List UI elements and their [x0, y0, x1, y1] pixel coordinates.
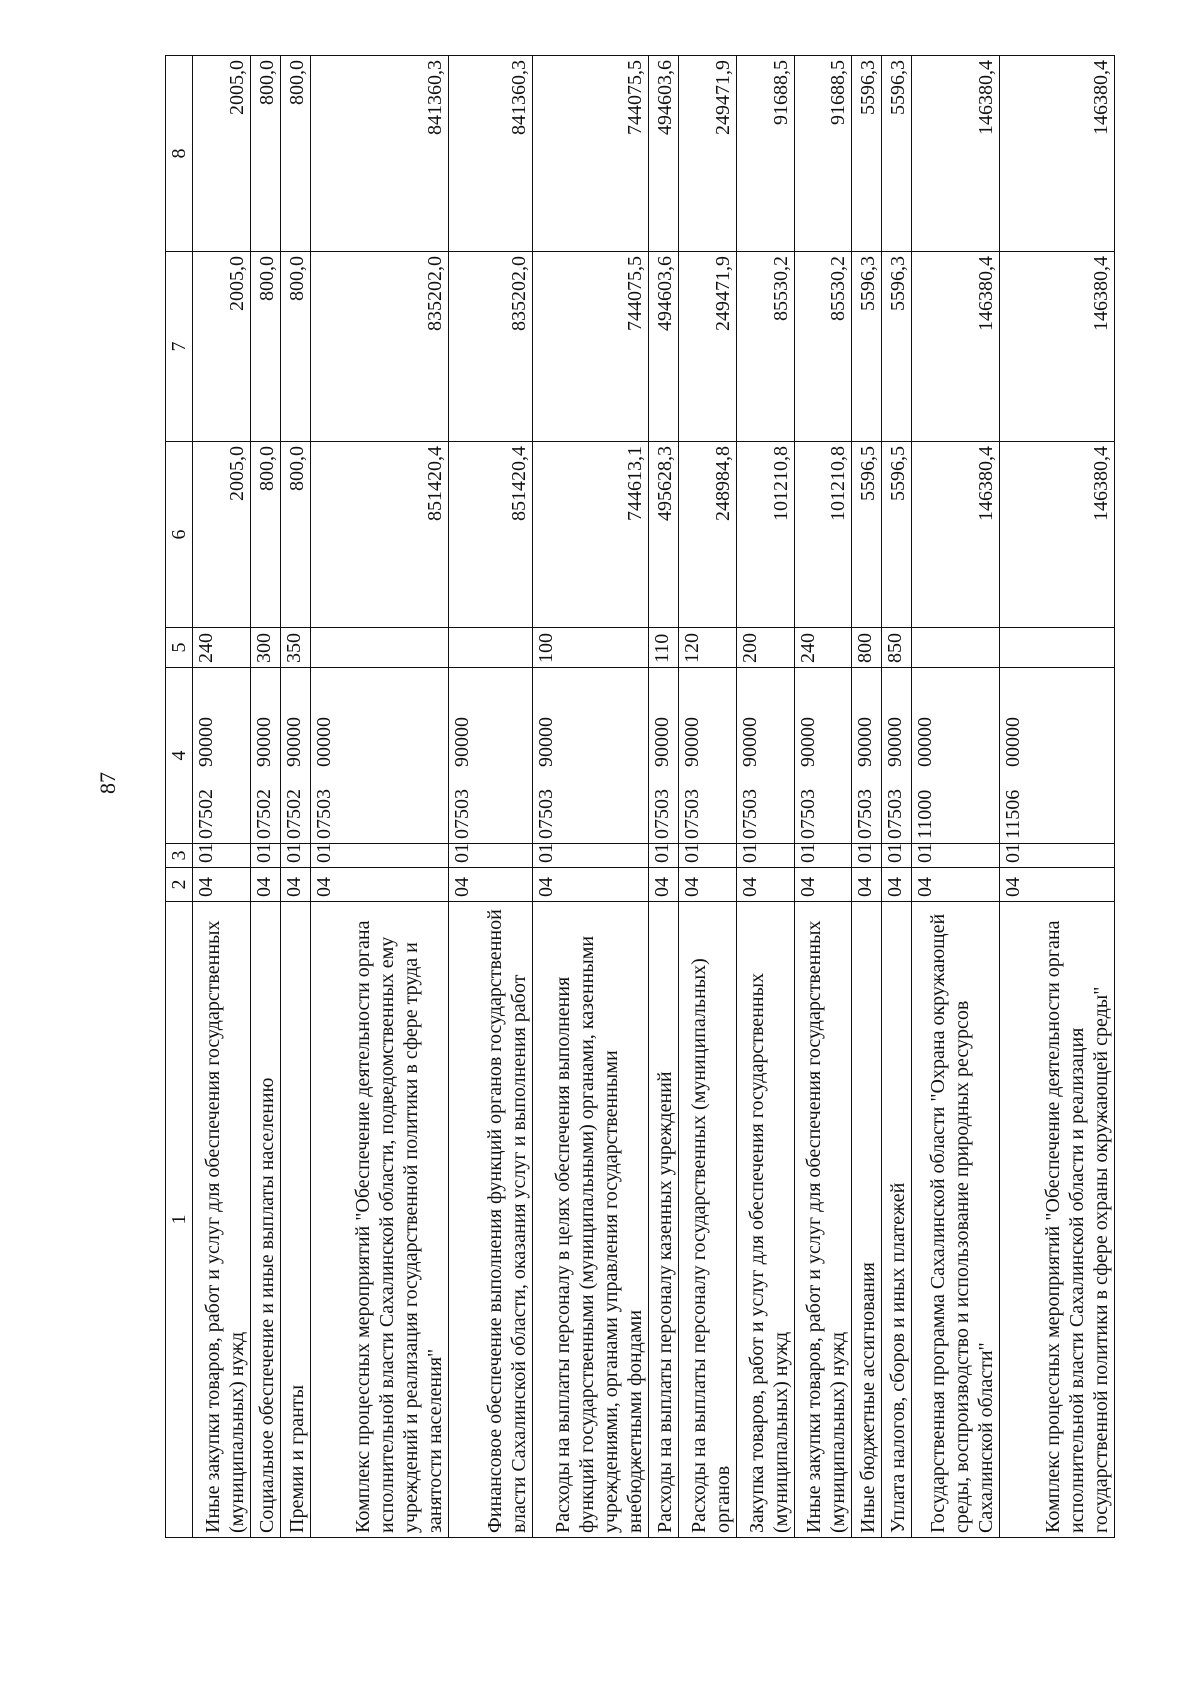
row-name: Иные бюджетные ассигнования	[852, 902, 882, 1538]
row-code-3: 01	[736, 844, 794, 868]
row-code-3: 01	[852, 844, 882, 868]
row-value-8: 800,0	[250, 56, 280, 252]
row-value-6: 5596,5	[852, 442, 882, 628]
row-code-2: 04	[533, 868, 649, 902]
row-name: Расходы на выплаты персоналу казенных учреждений	[648, 902, 678, 1538]
row-name: Расходы на выплаты персоналу государственных (муниципальных) органов	[678, 902, 736, 1538]
row-code-4	[736, 668, 794, 844]
row-code-4b: 00000	[914, 717, 937, 767]
col-header-1: 1	[166, 902, 193, 1538]
row-name: Государственная программа Сахалинской области "Охрана окружающей среды, воспроизводство и использование природных ресурсов Сахалинской области"	[912, 902, 1000, 1538]
row-code-3: 01	[280, 844, 310, 868]
row-code-5	[448, 628, 533, 668]
row-code-5: 200	[736, 628, 794, 668]
budget-table	[165, 55, 1115, 1538]
row-name: Премии и гранты	[280, 902, 310, 1538]
row-code-4a: 07503	[535, 789, 558, 839]
row-code-4a: 07502	[252, 789, 275, 839]
row-value-8: 249471,9	[678, 56, 736, 252]
row-code-4a: 07503	[680, 789, 703, 839]
table-row	[882, 56, 912, 1538]
col-header-7: 7	[166, 252, 193, 442]
row-code-4b: 90000	[884, 717, 907, 767]
row-code-4a: 07503	[796, 789, 819, 839]
row-code-3: 01	[448, 844, 533, 868]
row-value-6: 744613,1	[533, 442, 649, 628]
row-code-2: 04	[678, 868, 736, 902]
row-value-8: 5596,3	[882, 56, 912, 252]
row-value-6: 5596,5	[882, 442, 912, 628]
row-code-5: 240	[794, 628, 852, 668]
row-value-7: 85530,2	[794, 252, 852, 442]
row-value-7: 800,0	[280, 252, 310, 442]
row-value-8: 2005,0	[193, 56, 251, 252]
table-row	[310, 56, 448, 1538]
row-value-6: 495628,3	[648, 442, 678, 628]
row-value-7: 5596,3	[852, 252, 882, 442]
rotated-table-container	[165, 56, 1115, 1538]
row-code-4	[648, 668, 678, 844]
row-code-3: 01	[912, 844, 1000, 868]
row-value-8: 841360,3	[310, 56, 448, 252]
row-code-4	[448, 668, 533, 844]
table-row	[533, 56, 649, 1538]
row-code-4a: 07502	[195, 789, 217, 839]
row-value-7: 835202,0	[310, 252, 448, 442]
row-code-5	[1000, 628, 1115, 668]
row-value-6: 146380,4	[1000, 442, 1115, 628]
row-code-4a: 07503	[738, 789, 761, 839]
row-value-7: 800,0	[250, 252, 280, 442]
row-code-5: 120	[678, 628, 736, 668]
row-code-5	[912, 628, 1000, 668]
row-name: Комплекс процессных мероприятий "Обеспечение деятельности органа исполнительной власти Сахалинской области, подведомственных ему учреждений и реализация государственной политики в сфере труда и занятости населения"	[310, 902, 448, 1538]
row-value-8: 800,0	[280, 56, 310, 252]
row-value-7: 835202,0	[448, 252, 533, 442]
row-value-6: 248984,8	[678, 442, 736, 628]
row-code-5: 110	[648, 628, 678, 668]
header-row	[166, 56, 193, 1538]
row-code-4	[533, 668, 649, 844]
row-code-4b: 90000	[535, 717, 558, 767]
row-code-4b: 90000	[680, 717, 703, 767]
row-code-4a: 07502	[282, 789, 305, 839]
row-code-3: 01	[250, 844, 280, 868]
row-code-4a: 07503	[450, 789, 473, 839]
col-header-2: 2	[166, 868, 193, 902]
table-row	[648, 56, 678, 1538]
row-code-4b: 90000	[854, 717, 877, 767]
row-code-4b: 90000	[796, 717, 819, 767]
row-name: Иные закупки товаров, работ и услуг для обеспечения государственных (муниципальных) нужд	[193, 902, 251, 1538]
row-code-4	[250, 668, 280, 844]
row-code-5: 100	[533, 628, 649, 668]
row-code-3: 01	[1000, 844, 1115, 868]
row-value-6: 101210,8	[794, 442, 852, 628]
row-value-7: 5596,3	[882, 252, 912, 442]
row-code-4b: 90000	[252, 717, 275, 767]
col-header-8: 8	[166, 56, 193, 252]
row-code-2: 04	[912, 868, 1000, 902]
row-code-5: 350	[280, 628, 310, 668]
row-value-6: 101210,8	[736, 442, 794, 628]
row-code-4	[678, 668, 736, 844]
row-code-4	[193, 668, 251, 844]
row-code-2: 04	[882, 868, 912, 902]
row-code-3: 01	[193, 844, 251, 868]
row-code-4	[1000, 668, 1115, 844]
col-header-3: 3	[166, 844, 193, 868]
row-code-4a: 07503	[854, 789, 877, 839]
row-code-4	[852, 668, 882, 844]
row-code-4b: 90000	[450, 717, 473, 767]
table-row	[280, 56, 310, 1538]
row-code-2: 04	[193, 868, 251, 902]
row-code-5: 850	[882, 628, 912, 668]
row-name: Расходы на выплаты персоналу в целях обеспечения выполнения функций государственными (муниципальными) органами, казенными учреждениями, органами управления государственными внебюджетными фондами	[533, 902, 649, 1538]
row-value-8: 91688,5	[736, 56, 794, 252]
row-value-6: 2005,0	[193, 442, 251, 628]
row-code-4	[882, 668, 912, 844]
row-code-4a: 11506	[1002, 789, 1025, 839]
row-value-8: 91688,5	[794, 56, 852, 252]
row-code-5: 800	[852, 628, 882, 668]
row-value-7: 85530,2	[736, 252, 794, 442]
row-code-4a: 07503	[884, 789, 907, 839]
row-value-6: 800,0	[250, 442, 280, 628]
row-code-4b: 00000	[1002, 717, 1025, 767]
row-name: Закупка товаров, работ и услуг для обеспечения государственных (муниципальных) нужд	[736, 902, 794, 1538]
row-value-8: 146380,4	[1000, 56, 1115, 252]
row-code-4b: 90000	[282, 717, 305, 767]
row-name: Социальное обеспечение и иные выплаты населению	[250, 902, 280, 1538]
row-name: Финансовое обеспечение выполнения функций органов государственной власти Сахалинской области, оказания услуг и выполнения работ	[448, 902, 533, 1538]
table-row	[448, 56, 533, 1538]
row-code-3: 01	[310, 844, 448, 868]
row-code-2: 04	[736, 868, 794, 902]
row-name: Иные закупки товаров, работ и услуг для обеспечения государственных (муниципальных) нужд	[794, 902, 852, 1538]
table-row	[912, 56, 1000, 1538]
row-code-4a: 07503	[650, 789, 673, 839]
row-code-2: 04	[1000, 868, 1115, 902]
row-value-6: 851420,4	[448, 442, 533, 628]
table-row	[250, 56, 280, 1538]
row-code-2: 04	[448, 868, 533, 902]
row-code-4	[310, 668, 448, 844]
row-code-3: 01	[678, 844, 736, 868]
row-name: Комплекс процессных мероприятий "Обеспечение деятельности органа исполнительной власти Сахалинской области и реализация государственной политики в сфере охраны окружающей среды"	[1000, 902, 1115, 1538]
col-header-6: 6	[166, 442, 193, 628]
table-row	[193, 56, 251, 1538]
row-code-3: 01	[794, 844, 852, 868]
row-code-5: 300	[250, 628, 280, 668]
row-code-2: 04	[648, 868, 678, 902]
row-value-6: 800,0	[280, 442, 310, 628]
page-number: 87	[95, 772, 120, 794]
row-code-4	[794, 668, 852, 844]
row-code-4b: 00000	[312, 717, 335, 767]
table-row	[678, 56, 736, 1538]
row-value-7: 494603,6	[648, 252, 678, 442]
row-value-6: 146380,4	[912, 442, 1000, 628]
row-code-4b: 90000	[195, 717, 217, 767]
row-value-8: 494603,6	[648, 56, 678, 252]
row-value-8: 744075,5	[533, 56, 649, 252]
row-value-7: 249471,9	[678, 252, 736, 442]
row-code-3: 01	[648, 844, 678, 868]
row-code-3: 01	[882, 844, 912, 868]
row-code-2: 04	[852, 868, 882, 902]
row-value-7: 146380,4	[1000, 252, 1115, 442]
row-value-7: 2005,0	[193, 252, 251, 442]
row-code-4	[280, 668, 310, 844]
row-code-2: 04	[280, 868, 310, 902]
row-code-2: 04	[794, 868, 852, 902]
row-value-8: 146380,4	[912, 56, 1000, 252]
row-code-2: 04	[310, 868, 448, 902]
table-row	[852, 56, 882, 1538]
row-value-8: 5596,3	[852, 56, 882, 252]
row-code-4b: 90000	[650, 717, 673, 767]
row-value-8: 841360,3	[448, 56, 533, 252]
table-row	[1000, 56, 1115, 1538]
row-value-7: 146380,4	[912, 252, 1000, 442]
row-code-5	[310, 628, 448, 668]
row-value-6: 851420,4	[310, 442, 448, 628]
row-code-5: 240	[193, 628, 251, 668]
col-header-4: 4	[166, 668, 193, 844]
row-name: Уплата налогов, сборов и иных платежей	[882, 902, 912, 1538]
row-code-4a: 11000	[914, 789, 937, 839]
row-code-4a: 07503	[312, 789, 335, 839]
row-code-3: 01	[533, 844, 649, 868]
row-code-4	[912, 668, 1000, 844]
col-header-5: 5	[166, 628, 193, 668]
row-code-2: 04	[250, 868, 280, 902]
row-value-7: 744075,5	[533, 252, 649, 442]
table-row	[736, 56, 794, 1538]
table-row	[794, 56, 852, 1538]
row-code-4b: 90000	[738, 717, 761, 767]
